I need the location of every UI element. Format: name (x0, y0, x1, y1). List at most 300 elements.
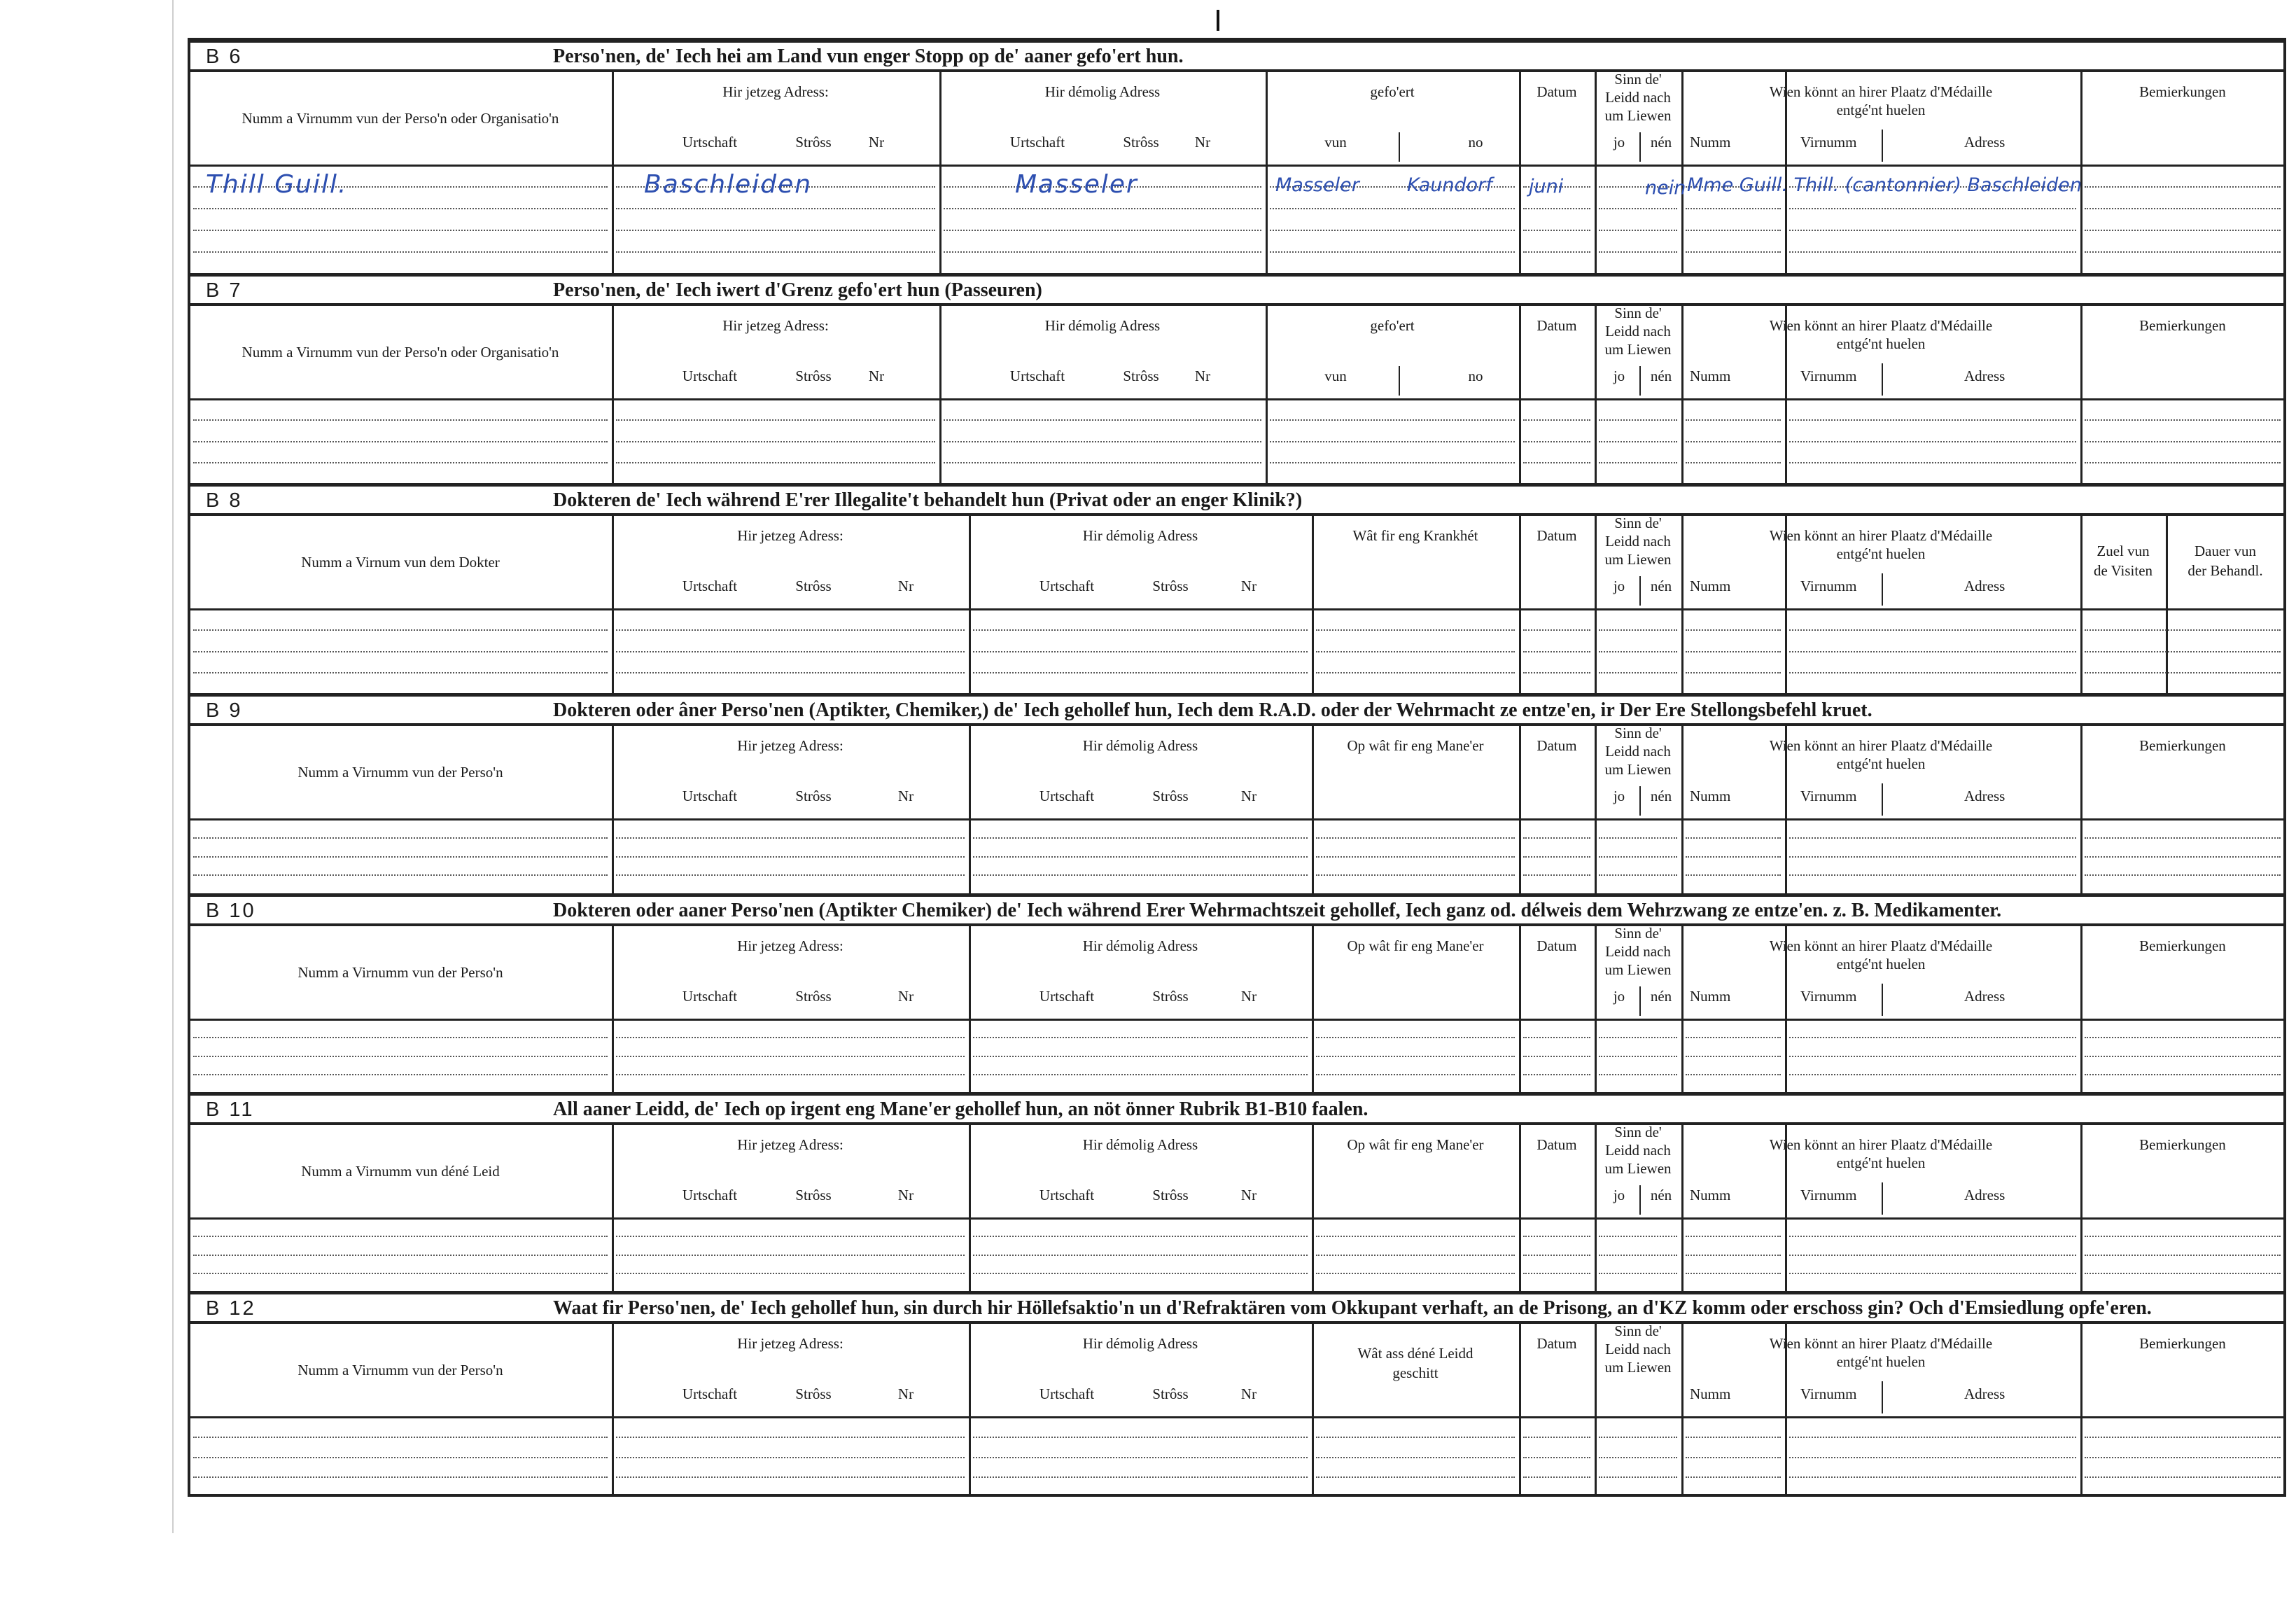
numm-label: Numm (1690, 1385, 1731, 1402)
dotted-line (193, 1437, 608, 1438)
current-address-header: Hir jetzeg Adress: (737, 737, 844, 754)
dotted-line (1789, 1273, 2076, 1274)
section-title: Perso'nen, de' Iech iwert d'Grenz gefo'ert hun (Passeuren) (553, 279, 1042, 301)
zuel-header: Zuel vun (2096, 543, 2150, 559)
column-rule (1882, 363, 1883, 396)
dotted-line (1686, 419, 1781, 421)
name-column-header: Numm a Virnumm vun der Perso'n (298, 764, 503, 781)
dotted-line (616, 419, 935, 421)
virnumm-label: Virnumm (1800, 788, 1857, 804)
dotted-line (973, 1236, 1308, 1237)
numm-label: Numm (1690, 578, 1731, 594)
medal-header-2: entgé'nt huelen (1836, 545, 1926, 562)
name-column-header: Numm a Virnumm vun déné Leid (301, 1163, 500, 1180)
dotted-line (616, 1255, 965, 1256)
adress-label: Adress (1964, 1187, 2005, 1203)
dotted-line (2085, 441, 2281, 442)
dotted-line (193, 629, 608, 631)
remarks-header: Bemierkungen (2139, 1136, 2226, 1153)
nr-label: Nr (1240, 1187, 1257, 1203)
dotted-line (1599, 837, 1677, 839)
section-title: Perso'nen, de' Iech hei am Land vun enger Stopp op de' aaner gefo'ert hun. (553, 46, 1184, 67)
leidd-header: Leidd nach (1605, 743, 1671, 760)
row-rule (189, 165, 2285, 167)
remarks-header: Bemierkungen (2139, 83, 2226, 100)
current-address-header: Hir jetzeg Adress: (737, 1335, 844, 1352)
leidd-header: Leidd nach (1605, 1142, 1671, 1159)
nr-label: Nr (897, 1385, 914, 1402)
current-address-header: Hir jetzeg Adress: (722, 83, 829, 100)
handwritten-medal-recipient: Mme Guill. Thill. (cantonnier) Baschleiden (1687, 174, 2082, 196)
dotted-line (616, 1437, 965, 1438)
dotted-line (1523, 1437, 1590, 1438)
dotted-line (973, 629, 1308, 631)
sinn-header: Sinn de' (1614, 925, 1662, 942)
medal-header-2: entgé'nt huelen (1836, 1154, 1926, 1171)
leidd-header: Leidd nach (1605, 323, 1671, 340)
dotted-line (1599, 208, 1677, 209)
dotted-line (1599, 441, 1677, 442)
dotted-line (1270, 208, 1515, 209)
former-address-header: Hir démolig Adress (1082, 1335, 1198, 1352)
dotted-line (1789, 1437, 2076, 1438)
nr-label: Nr (1194, 368, 1211, 384)
dotted-line (2085, 629, 2281, 631)
section-b12 (189, 1291, 2285, 1497)
dotted-line (944, 462, 1261, 463)
dotted-line (616, 1037, 965, 1038)
stross-label: Strôss (795, 788, 832, 804)
dauer-header: Dauer vun (2194, 543, 2257, 559)
dotted-line (1316, 1457, 1515, 1458)
dotted-line (973, 1056, 1308, 1057)
medal-header: Wien könnt an hirer Plaatz d'Médaille (1769, 83, 1993, 100)
dotted-line (616, 1056, 965, 1057)
section-header (189, 277, 2285, 306)
dotted-line (193, 441, 608, 442)
section-title: Dokteren oder aaner Perso'nen (Aptikter Chemiker) de' Iech während Erer Wehrmachtszeit gehollef, Iech ganz od. délweis dem Wehrzwang ze entze'en. z. B. Medikamenter. (553, 900, 2002, 921)
dotted-line (1789, 419, 2076, 421)
urtschaft-label: Urtschaft (682, 788, 738, 804)
gefoert-header: gefo'ert (1370, 317, 1415, 334)
dotted-line (1686, 1273, 1781, 1274)
dotted-line (1789, 1037, 2076, 1038)
dotted-line (1686, 462, 1781, 463)
name-column-header: Numm a Virnumm vun der Perso'n (298, 964, 503, 981)
nen-label: nén (1650, 788, 1672, 804)
dotted-line (1316, 837, 1515, 839)
name-column-header: Numm a Virnumm vun der Perso'n oder Organisatio'n (241, 344, 559, 361)
dotted-line (1523, 462, 1590, 463)
dotted-line (1270, 251, 1515, 253)
registration-mark (1217, 10, 1219, 31)
section-number: B 12 (206, 1297, 256, 1320)
zuel-header-2: de Visiten (2093, 562, 2153, 579)
dotted-line (1789, 1457, 2076, 1458)
dotted-line (1316, 629, 1515, 631)
dotted-line (1270, 441, 1515, 442)
dotted-line (2085, 1056, 2281, 1057)
dotted-line (1599, 629, 1677, 631)
dotted-line (2085, 462, 2281, 463)
former-address-header: Hir démolig Adress (1082, 1136, 1198, 1153)
remarks-header: Bemierkungen (2139, 1335, 2226, 1352)
stross-label: Strôss (795, 134, 832, 151)
medal-header: Wien könnt an hirer Plaatz d'Médaille (1769, 1136, 1993, 1153)
dotted-line (193, 837, 608, 839)
dotted-line (973, 1273, 1308, 1274)
column-rule (1639, 1185, 1641, 1215)
no-label: no (1468, 134, 1483, 151)
adress-label: Adress (1964, 788, 2005, 804)
dotted-line (1316, 856, 1515, 858)
op-wat-header: Op wât fir eng Mane'er (1347, 1136, 1484, 1153)
dotted-line (973, 651, 1308, 652)
dotted-line (1316, 1273, 1515, 1274)
column-rule (2080, 72, 2082, 273)
no-label: no (1468, 368, 1483, 384)
section-header (189, 1096, 2285, 1125)
datum-header: Datum (1536, 937, 1577, 954)
nr-label: Nr (1240, 788, 1257, 804)
dotted-line (1599, 1056, 1677, 1057)
stross-label: Strôss (1152, 1187, 1189, 1203)
jo-label: jo (1613, 988, 1625, 1005)
row-rule (189, 608, 2285, 610)
section-number: B 6 (206, 46, 243, 68)
section-grid (189, 306, 2285, 483)
dotted-line (616, 462, 935, 463)
wat-leidd-header: Wât ass déné Leidd (1357, 1345, 1474, 1362)
dotted-line (1599, 462, 1677, 463)
dauer-header-2: der Behandl. (2188, 562, 2263, 579)
nr-label: Nr (897, 988, 914, 1005)
dotted-line (616, 629, 965, 631)
dotted-line (1789, 874, 2076, 876)
dotted-line (1270, 419, 1515, 421)
urtschaft-label: Urtschaft (1039, 788, 1095, 804)
dotted-line (2085, 1437, 2281, 1438)
dotted-line (1599, 419, 1677, 421)
medal-header-2: entgé'nt huelen (1836, 335, 1926, 352)
medal-header: Wien könnt an hirer Plaatz d'Médaille (1769, 937, 1993, 954)
dotted-line (1523, 1457, 1590, 1458)
section-grid (189, 1324, 2285, 1497)
dotted-line (616, 1236, 965, 1237)
dotted-line (1523, 230, 1590, 231)
dotted-line (1316, 1255, 1515, 1256)
dotted-line (1270, 230, 1515, 231)
column-rule (1882, 783, 1883, 816)
vun-label: vun (1324, 134, 1347, 151)
current-address-header: Hir jetzeg Adress: (737, 1136, 844, 1153)
dotted-line (973, 874, 1308, 876)
liewen-header: um Liewen (1604, 961, 1672, 978)
dotted-line (1523, 1056, 1590, 1057)
dotted-line (2085, 1457, 2281, 1458)
column-rule (1882, 1182, 1883, 1215)
dotted-line (193, 230, 608, 231)
krankheet-header: Wât fir eng Krankhét (1352, 527, 1478, 544)
adress-label: Adress (1964, 578, 2005, 594)
nr-label: Nr (1240, 578, 1257, 594)
dotted-line (1599, 1074, 1677, 1075)
section-title: All aaner Leidd, de' Iech op irgent eng Mane'er gehollef hun, an nöt önner Rubrik B1-B10 faalen. (553, 1098, 1368, 1120)
wat-leidd-header-2: geschitt (1392, 1364, 1438, 1381)
dotted-line (1523, 837, 1590, 839)
leidd-header: Leidd nach (1605, 533, 1671, 550)
medal-header: Wien könnt an hirer Plaatz d'Médaille (1769, 317, 1993, 334)
dotted-line (1789, 251, 2076, 253)
handwritten-current-locality: Baschleiden (644, 170, 813, 199)
nen-label: nén (1650, 578, 1672, 594)
dotted-line (1789, 1056, 2076, 1057)
dotted-line (193, 462, 608, 463)
dotted-line (2085, 186, 2281, 188)
remarks-header: Bemierkungen (2139, 317, 2226, 334)
dotted-line (2085, 419, 2281, 421)
dotted-line (1599, 1255, 1677, 1256)
dotted-line (973, 837, 1308, 839)
dotted-line (973, 1037, 1308, 1038)
dotted-line (1523, 1074, 1590, 1075)
dotted-line (944, 208, 1261, 209)
virnumm-label: Virnumm (1800, 578, 1857, 594)
nr-label: Nr (868, 134, 885, 151)
dotted-line (1599, 874, 1677, 876)
leidd-header: Leidd nach (1605, 1341, 1671, 1357)
dotted-line (1523, 874, 1590, 876)
nen-label: nén (1650, 368, 1672, 384)
section-number: B 9 (206, 699, 243, 722)
dotted-line (1316, 1056, 1515, 1057)
nen-label: nén (1650, 134, 1672, 151)
leidd-header: Leidd nach (1605, 943, 1671, 960)
gefoert-header: gefo'ert (1370, 83, 1415, 100)
dotted-line (193, 672, 608, 673)
dotted-line (1686, 856, 1781, 858)
dotted-line (1316, 1074, 1515, 1075)
section-number: B 10 (206, 900, 256, 922)
datum-header: Datum (1536, 317, 1577, 334)
former-address-header: Hir démolig Adress (1082, 937, 1198, 954)
liewen-header: um Liewen (1604, 341, 1672, 358)
dotted-line (2085, 1476, 2281, 1478)
section-b8 (189, 483, 2285, 693)
dotted-line (616, 856, 965, 858)
section-grid (189, 926, 2285, 1092)
dotted-line (1599, 1273, 1677, 1274)
datum-header: Datum (1536, 1136, 1577, 1153)
dotted-line (2085, 1273, 2281, 1274)
dotted-line (1316, 1476, 1515, 1478)
dotted-line (973, 856, 1308, 858)
dotted-line (1789, 856, 2076, 858)
section-b10 (189, 893, 2285, 1092)
dotted-line (193, 251, 608, 253)
dotted-line (1789, 208, 2076, 209)
dotted-line (1599, 1457, 1677, 1458)
dotted-line (616, 1074, 965, 1075)
former-address-header: Hir démolig Adress (1082, 527, 1198, 544)
dotted-line (616, 441, 935, 442)
dotted-line (616, 651, 965, 652)
section-header (189, 897, 2285, 926)
section-grid (189, 726, 2285, 893)
dotted-line (1523, 1273, 1590, 1274)
medal-header-2: entgé'nt huelen (1836, 102, 1926, 118)
dotted-line (616, 1273, 965, 1274)
jo-label: jo (1613, 134, 1625, 151)
column-rule (1399, 366, 1400, 396)
dotted-line (193, 419, 608, 421)
dotted-line (1523, 672, 1590, 673)
urtschaft-label: Urtschaft (1009, 134, 1065, 151)
dotted-line (1789, 462, 2076, 463)
dotted-line (1686, 1255, 1781, 1256)
dotted-line (2085, 1236, 2281, 1237)
jo-label: jo (1613, 1187, 1625, 1203)
dotted-line (973, 1476, 1308, 1478)
numm-label: Numm (1690, 1187, 1731, 1203)
dotted-line (1789, 837, 2076, 839)
row-rule (189, 1217, 2285, 1220)
dotted-line (944, 419, 1261, 421)
datum-header: Datum (1536, 737, 1577, 754)
sinn-header: Sinn de' (1614, 515, 1662, 531)
stross-label: Strôss (795, 988, 832, 1005)
stross-label: Strôss (1123, 368, 1159, 384)
column-rule (1882, 573, 1883, 606)
dotted-line (1686, 874, 1781, 876)
urtschaft-label: Urtschaft (1039, 578, 1095, 594)
column-rule (1639, 786, 1641, 816)
dotted-line (944, 230, 1261, 231)
liewen-header: um Liewen (1604, 551, 1672, 568)
dotted-line (616, 672, 965, 673)
nr-label: Nr (1240, 988, 1257, 1005)
dotted-line (1686, 837, 1781, 839)
column-rule (1266, 72, 1268, 273)
dotted-line (616, 230, 935, 231)
dotted-line (1523, 208, 1590, 209)
handwritten-nen-mark: nein (1645, 177, 1686, 199)
column-rule (1639, 132, 1641, 162)
stross-label: Strôss (795, 578, 832, 594)
dotted-line (193, 1236, 608, 1237)
dotted-line (1599, 856, 1677, 858)
urtschaft-label: Urtschaft (682, 134, 738, 151)
op-wat-header: Op wât fir eng Mane'er (1347, 937, 1484, 954)
adress-label: Adress (1964, 368, 2005, 384)
dotted-line (1316, 1037, 1515, 1038)
dotted-line (1789, 1476, 2076, 1478)
sinn-header: Sinn de' (1614, 71, 1662, 88)
jo-label: jo (1613, 368, 1625, 384)
dotted-line (1599, 651, 1677, 652)
virnumm-label: Virnumm (1800, 1385, 1857, 1402)
dotted-line (1686, 1056, 1781, 1057)
nr-label: Nr (868, 368, 885, 384)
stross-label: Strôss (795, 1187, 832, 1203)
dotted-line (973, 1457, 1308, 1458)
remarks-header: Bemierkungen (2139, 737, 2226, 754)
dotted-line (2085, 837, 2281, 839)
dotted-line (1686, 1074, 1781, 1075)
column-rule (1519, 72, 1521, 273)
nr-label: Nr (897, 1187, 914, 1203)
dotted-line (1316, 1236, 1515, 1237)
current-address-header: Hir jetzeg Adress: (737, 937, 844, 954)
stross-label: Strôss (1152, 578, 1189, 594)
row-rule (189, 1019, 2285, 1021)
column-rule (1882, 1381, 1883, 1413)
datum-header: Datum (1536, 83, 1577, 100)
dotted-line (973, 1255, 1308, 1256)
virnumm-label: Virnumm (1800, 1187, 1857, 1203)
dotted-line (1686, 651, 1781, 652)
dotted-line (1599, 251, 1677, 253)
urtschaft-label: Urtschaft (682, 988, 738, 1005)
stross-label: Strôss (1152, 1385, 1189, 1402)
dotted-line (1686, 251, 1781, 253)
section-b9 (189, 693, 2285, 893)
dotted-line (1686, 208, 1781, 209)
dotted-line (1523, 251, 1590, 253)
dotted-line (193, 874, 608, 876)
nen-label: nén (1650, 1187, 1672, 1203)
former-address-header: Hir démolig Adress (1044, 317, 1161, 334)
former-address-header: Hir démolig Adress (1082, 737, 1198, 754)
dotted-line (193, 1457, 608, 1458)
dotted-line (1686, 629, 1781, 631)
dotted-line (1316, 874, 1515, 876)
stross-label: Strôss (795, 1385, 832, 1402)
dotted-line (1686, 441, 1781, 442)
dotted-line (1599, 1037, 1677, 1038)
section-header (189, 1294, 2285, 1324)
section-grid (189, 1125, 2285, 1291)
column-rule (1399, 132, 1400, 162)
dotted-line (616, 874, 965, 876)
dotted-line (2085, 874, 2281, 876)
dotted-line (1523, 419, 1590, 421)
nr-label: Nr (1194, 134, 1211, 151)
dotted-line (973, 672, 1308, 673)
medal-header-2: entgé'nt huelen (1836, 1353, 1926, 1370)
handwritten-name: Thill Guill. (206, 170, 348, 199)
stross-label: Strôss (1152, 788, 1189, 804)
dotted-line (1789, 1255, 2076, 1256)
section-b7 (189, 273, 2285, 483)
dotted-line (1316, 672, 1515, 673)
former-address-header: Hir démolig Adress (1044, 83, 1161, 100)
dotted-line (1686, 1457, 1781, 1458)
dotted-line (193, 1255, 608, 1256)
jo-label: jo (1613, 578, 1625, 594)
urtschaft-label: Urtschaft (682, 368, 738, 384)
dotted-line (1599, 1437, 1677, 1438)
dotted-line (973, 1437, 1308, 1438)
dotted-line (1789, 672, 2076, 673)
dotted-line (1686, 1037, 1781, 1038)
dotted-line (2085, 1074, 2281, 1075)
datum-header: Datum (1536, 527, 1577, 544)
handwritten-from: Masseler (1275, 174, 1359, 196)
dotted-line (944, 441, 1261, 442)
column-rule (1639, 576, 1641, 606)
dotted-line (1686, 1476, 1781, 1478)
